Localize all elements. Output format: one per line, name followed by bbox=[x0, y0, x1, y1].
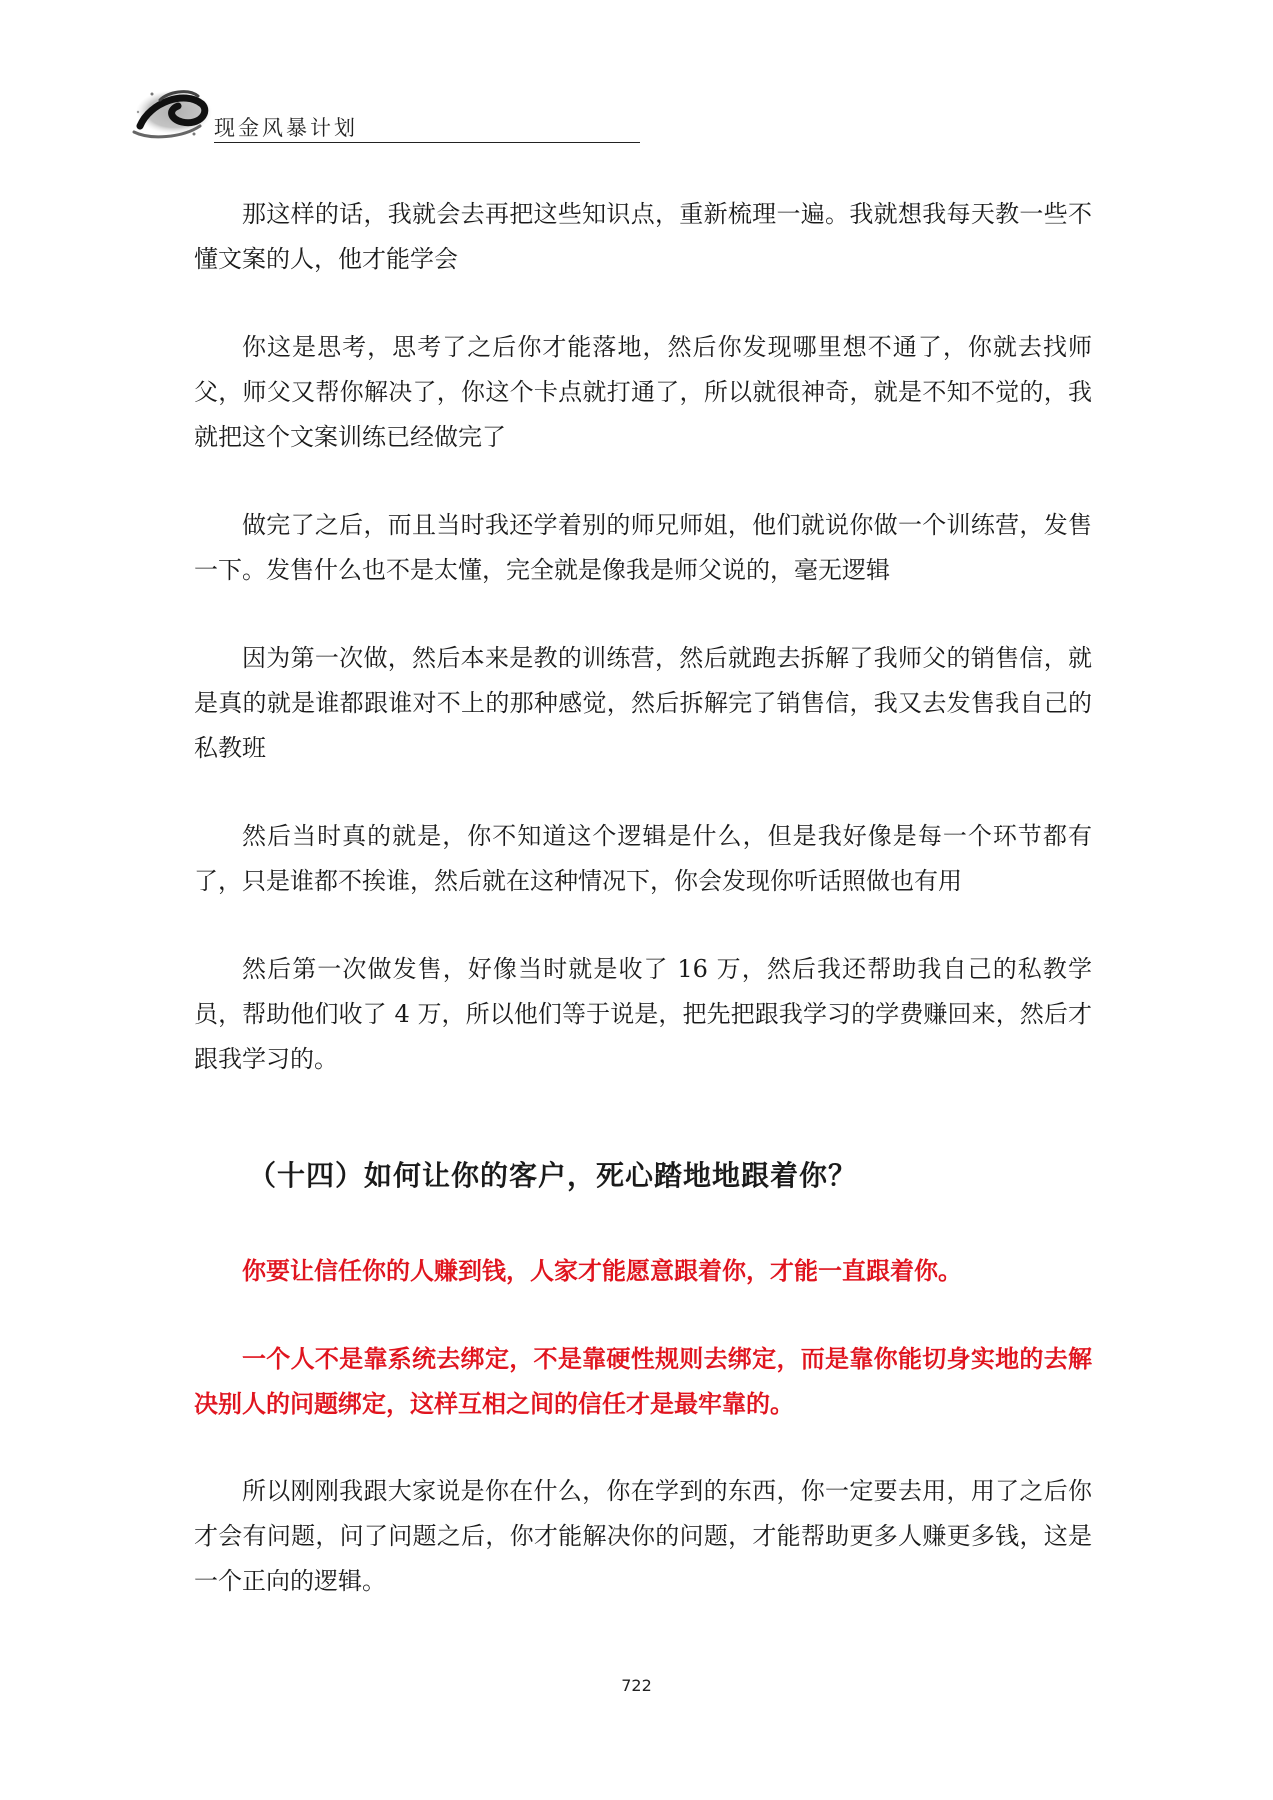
paragraph: 然后当时真的就是，你不知道这个逻辑是什么，但是我好像是每一个环节都有了，只是谁都不挨谁，然后就在这种情况下，你会发现你听话照做也有用 bbox=[194, 822, 1092, 895]
header-title: 现金风暴计划 bbox=[214, 116, 358, 140]
section-heading: （十四）如何让你的客户，死心踏地地跟着你？ bbox=[248, 1159, 858, 1192]
highlight-paragraph: 一个人不是靠系统去绑定，不是靠硬性规则去绑定，而是靠你能切身实地的去解决别人的问题绑定，这样互相之间的信任才是最牢靠的。 bbox=[194, 1344, 1092, 1418]
paragraph: 做完了之后，而且当时我还学着别的师兄师姐，他们就说你做一个训练营，发售一下。发售什么也不是太懂，完全就是像我是师父说的，毫无逻辑 bbox=[194, 511, 1092, 584]
paragraph: 你这是思考，思考了之后你才能落地，然后你发现哪里想不通了，你就去找师父，师父又帮你解决了，你这个卡点就打通了，所以就很神奇，就是不知不觉的，我就把这个文案训练已经做完了 bbox=[194, 333, 1092, 451]
header-rule bbox=[214, 142, 640, 143]
page-content bbox=[194, 192, 1092, 1647]
closing-paragraph: 所以刚刚我跟大家说是你在什么，你在学到的东西，你一定要去用，用了之后你才会有问题，问了问题之后，你才能解决你的问题，才能帮助更多人赚更多钱，这是一个正向的逻辑。 bbox=[194, 1477, 1092, 1595]
page-number: 722 bbox=[621, 1676, 652, 1695]
paragraph: 那这样的话，我就会去再把这些知识点，重新梳理一遍。我就想我每天教一些不懂文案的人，他才能学会 bbox=[194, 200, 1092, 273]
highlight-paragraph: 你要让信任你的人赚到钱，人家才能愿意跟着你，才能一直跟着你。 bbox=[242, 1256, 962, 1285]
swirl-logo-icon bbox=[130, 82, 214, 148]
page-header bbox=[130, 82, 640, 148]
paragraph: 因为第一次做，然后本来是教的训练营，然后就跑去拆解了我师父的销售信，就是真的就是谁都跟谁对不上的那种感觉，然后拆解完了销售信，我又去发售我自己的私教班 bbox=[194, 644, 1092, 762]
paragraph: 然后第一次做发售，好像当时就是收了 16 万，然后我还帮助我自己的私教学员，帮助他们收了 4 万，所以他们等于说是，把先把跟我学习的学费赚回来，然后才跟我学习的。 bbox=[194, 955, 1092, 1073]
